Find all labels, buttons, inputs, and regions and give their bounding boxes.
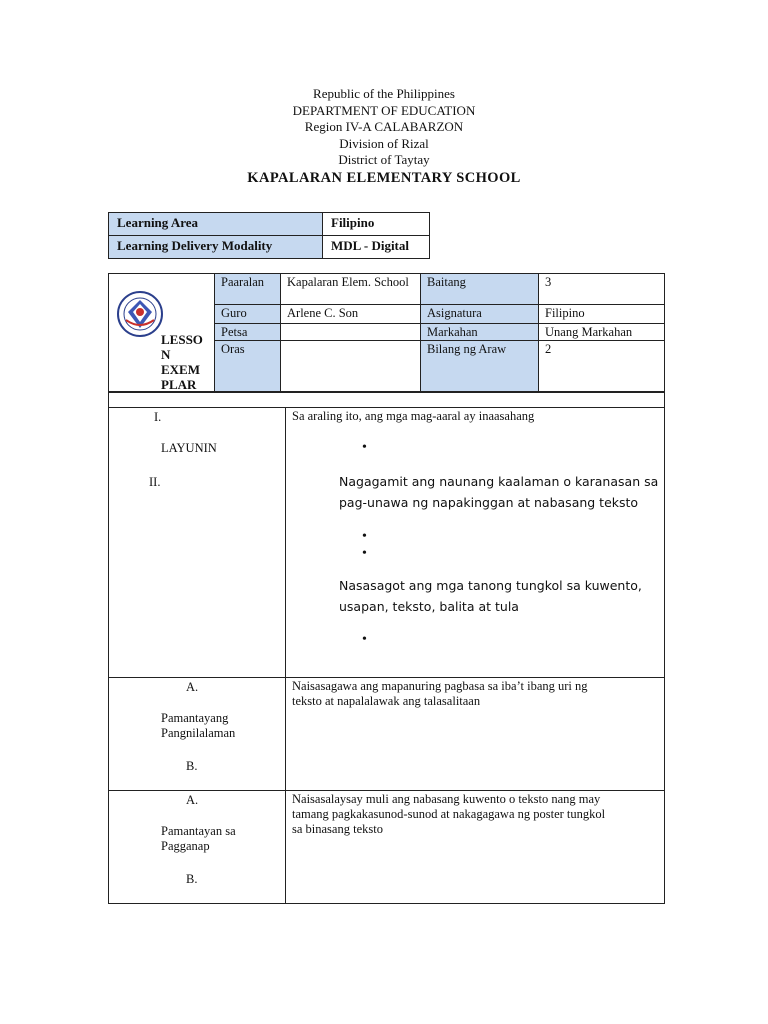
content-standard-text-cell xyxy=(286,678,665,791)
objective-1-line-2: pag-unawa ng napakinggan at nabasang teksto xyxy=(339,495,639,510)
learning-area-label: Learning Area xyxy=(109,213,323,236)
performance-standard-text-2: tamang pagkakasunod-sunod at nakagagawa ng poster tungkol xyxy=(292,807,606,821)
paaralan-value: Kapalaran Elem. School xyxy=(281,274,421,305)
performance-standard-text-cell xyxy=(286,791,665,904)
objective-1-line-1: Nagagamit ang naunang kaalaman o karanasan sa xyxy=(339,474,659,489)
oras-label: Oras xyxy=(215,341,281,392)
bullet-icon: • xyxy=(362,529,367,544)
bilang-value: 2 xyxy=(539,341,665,392)
modality-value: MDL - Digital xyxy=(323,236,430,259)
layunin-label-cell xyxy=(109,408,286,678)
spacer-row xyxy=(109,393,665,408)
baitang-value: 3 xyxy=(539,274,665,305)
deped-seal-icon xyxy=(116,290,164,338)
performance-standard-label-2: Pagganap xyxy=(161,839,210,853)
content-standard-letter-b: B. xyxy=(186,759,198,773)
layunin-content-cell xyxy=(286,408,665,678)
content-standard-text-1: Naisasagawa ang mapanuring pagbasa sa iba’t ibang uri ng xyxy=(292,679,588,693)
baitang-label: Baitang xyxy=(421,274,539,305)
performance-standard-letter-b: B. xyxy=(186,872,198,886)
content-standard-text-2: teksto at napalalawak ang talasalitaan xyxy=(292,694,481,708)
oras-value xyxy=(281,341,421,392)
lesson-info-table xyxy=(108,273,665,392)
objectives-table xyxy=(108,392,665,904)
objective-2-line-2: usapan, teksto, balita at tula xyxy=(339,599,519,614)
objective-2-line-1: Nasasagot ang mga tanong tungkol sa kuwento, xyxy=(339,578,642,593)
header-region: Region IV-A CALABARZON xyxy=(304,119,464,135)
paaralan-label: Paaralan xyxy=(215,274,281,305)
content-standard-letter-a: A. xyxy=(186,680,199,694)
markahan-value: Unang Markahan xyxy=(539,324,665,341)
modality-label: Learning Delivery Modality xyxy=(109,236,323,259)
layunin-intro: Sa araling ito, ang mga mag-aaral ay inaasahang xyxy=(292,409,535,423)
layunin-number-1: I. xyxy=(154,410,162,424)
guro-value: Arlene C. Son xyxy=(281,305,421,324)
performance-standard-label-cell xyxy=(109,791,286,904)
lesson-exemplar-cell xyxy=(109,274,215,392)
petsa-value xyxy=(281,324,421,341)
bilang-label: Bilang ng Araw xyxy=(421,341,539,392)
bullet-icon: • xyxy=(362,440,367,455)
header-district: District of Taytay xyxy=(338,152,430,168)
header-department: DEPARTMENT OF EDUCATION xyxy=(292,102,476,118)
bullet-icon: • xyxy=(362,632,367,647)
performance-standard-text-1: Naisasalaysay muli ang nabasang kuwento o teksto nang may xyxy=(292,792,601,806)
header-school-name: KAPALARAN ELEMENTARY SCHOOL xyxy=(247,169,521,186)
guro-label: Guro xyxy=(215,305,281,324)
markahan-label: Markahan xyxy=(421,324,539,341)
learning-area-table xyxy=(108,212,430,259)
layunin-number-2: II. xyxy=(149,475,161,489)
content-standard-label-2: Pangnilalaman xyxy=(161,726,236,740)
learning-area-value: Filipino xyxy=(323,213,430,236)
document-header xyxy=(0,86,768,187)
lesson-exemplar-title: LESSO N EXEM PLAR xyxy=(161,332,203,392)
layunin-label: LAYUNIN xyxy=(161,441,217,455)
asignatura-value: Filipino xyxy=(539,305,665,324)
content-standard-label-cell xyxy=(109,678,286,791)
bullet-icon: • xyxy=(362,546,367,561)
performance-standard-letter-a: A. xyxy=(186,793,199,807)
petsa-label: Petsa xyxy=(215,324,281,341)
asignatura-label: Asignatura xyxy=(421,305,539,324)
performance-standard-text-3: sa binasang teksto xyxy=(292,822,383,836)
header-division: Division of Rizal xyxy=(339,135,429,151)
header-republic: Republic of the Philippines xyxy=(313,86,455,101)
performance-standard-label-1: Pamantayan sa xyxy=(161,824,236,838)
content-standard-label-1: Pamantayang xyxy=(161,711,229,725)
